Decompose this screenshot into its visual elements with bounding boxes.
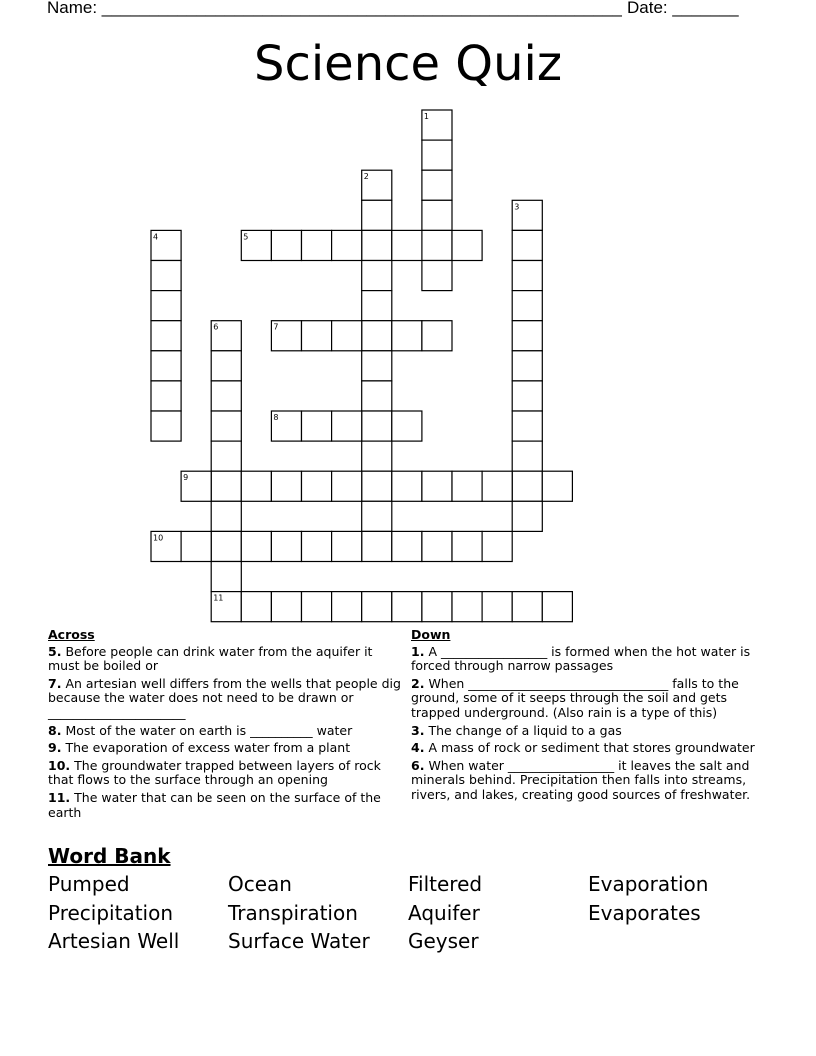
clue-text: Before people can drink water from the aquifer it must be boiled or	[48, 643, 373, 674]
grid-cell[interactable]	[422, 200, 452, 230]
grid-cell[interactable]	[512, 261, 542, 291]
word-bank-item: Evaporates	[588, 901, 701, 925]
grid-cell[interactable]	[392, 230, 422, 260]
clue-number: 3.	[411, 722, 425, 738]
grid-cell[interactable]	[512, 441, 542, 471]
word-bank-item: Filtered	[408, 872, 483, 896]
cell-number: 2	[363, 172, 369, 182]
name-line[interactable]: Name: _______________________________________________________	[47, 0, 622, 17]
cell-number: 3	[514, 202, 520, 212]
grid-cell[interactable]	[362, 531, 392, 561]
grid-cell[interactable]	[512, 471, 542, 501]
grid-cell[interactable]	[422, 261, 452, 291]
clue-down-2	[411, 677, 771, 721]
word-bank-title: Word Bank	[48, 844, 171, 868]
grid-cell[interactable]	[332, 321, 362, 351]
down-heading: Down	[411, 627, 451, 642]
grid-cell[interactable]	[302, 321, 332, 351]
clue-text: The water that can be seen on the surface of the earth	[48, 789, 381, 820]
clue-number: 9.	[48, 740, 62, 756]
grid-cell[interactable]	[392, 321, 422, 351]
clue-text: When water _________________ it leaves the salt and minerals behind. Precipitation then falls into streams, rivers, and lakes, creating good sources of freshwater.	[411, 757, 751, 802]
grid-cell[interactable]	[362, 291, 392, 321]
grid-cell[interactable]	[332, 411, 362, 441]
clue-number: 4.	[411, 740, 425, 756]
date-line[interactable]: Date: _______	[627, 0, 739, 17]
page-title: Science Quiz	[253, 36, 563, 92]
grid-cell[interactable]	[362, 441, 392, 471]
clue-text: A mass of rock or sediment that stores groundwater	[428, 740, 755, 756]
word-bank-item: Transpiration	[228, 901, 358, 925]
grid-cell[interactable]	[271, 230, 301, 260]
cell-number: 4	[153, 232, 159, 242]
clue-down-1	[411, 645, 771, 674]
grid-cell[interactable]	[332, 471, 362, 501]
clue-down-3	[411, 724, 771, 739]
grid-cell[interactable]	[452, 531, 482, 561]
grid-cell[interactable]	[452, 471, 482, 501]
cell-number: 6	[213, 322, 219, 332]
grid-cell[interactable]	[422, 592, 452, 622]
cell-number: 10	[153, 533, 164, 543]
grid-cell[interactable]	[211, 531, 241, 561]
grid-cell[interactable]	[151, 351, 181, 381]
grid-cell[interactable]	[271, 592, 301, 622]
clue-across-5	[48, 645, 406, 674]
grid-cell[interactable]	[362, 592, 392, 622]
grid-cell[interactable]	[422, 170, 452, 200]
cell-number: 1	[423, 112, 429, 121]
grid-cell[interactable]	[332, 531, 362, 561]
word-bank-item: Aquifer	[408, 901, 480, 925]
word-bank-item: Surface Water	[228, 929, 370, 953]
grid-cell[interactable]	[392, 471, 422, 501]
clue-across-7	[48, 677, 406, 721]
clue-across-10	[48, 759, 406, 788]
grid-cell[interactable]	[151, 411, 181, 441]
grid-cell[interactable]	[241, 531, 271, 561]
grid-cell[interactable]	[512, 291, 542, 321]
grid-cell[interactable]	[211, 501, 241, 531]
grid-cell[interactable]	[512, 411, 542, 441]
clue-text: An artesian well differs from the wells that people dig because the water does not need to be drawn or ______________________	[48, 675, 401, 720]
grid-cell[interactable]	[241, 592, 271, 622]
clue-number: 10.	[48, 757, 71, 773]
grid-cell[interactable]	[512, 321, 542, 351]
cell-number: 7	[273, 322, 279, 332]
grid-cell[interactable]	[512, 351, 542, 381]
grid-cell[interactable]	[302, 592, 332, 622]
cell-number: 9	[183, 473, 189, 483]
grid-cell[interactable]	[422, 531, 452, 561]
clue-down-6	[411, 759, 771, 803]
grid-cell[interactable]	[422, 230, 452, 260]
grid-cell[interactable]	[211, 441, 241, 471]
grid-cell[interactable]	[332, 592, 362, 622]
grid-cell[interactable]	[422, 321, 452, 351]
clue-number: 2.	[411, 675, 425, 691]
word-bank-item: Ocean	[228, 872, 292, 896]
grid-cell[interactable]	[302, 230, 332, 260]
word-bank-item: Geyser	[408, 929, 479, 953]
cell-number: 8	[273, 413, 279, 422]
grid-cell[interactable]	[151, 381, 181, 411]
grid-cell[interactable]	[151, 291, 181, 321]
grid-cell[interactable]	[512, 381, 542, 411]
clue-number: 5.	[48, 643, 62, 659]
clue-number: 1.	[411, 643, 425, 659]
grid-cell[interactable]	[542, 471, 572, 501]
grid-cell[interactable]	[452, 592, 482, 622]
grid-cell[interactable]	[512, 592, 542, 622]
grid-cell[interactable]	[211, 562, 241, 592]
grid-cell[interactable]	[362, 200, 392, 230]
clue-number: 11.	[48, 789, 71, 805]
word-bank-item: Precipitation	[48, 901, 174, 925]
cell-number: 5	[243, 232, 249, 242]
grid-cell[interactable]	[332, 230, 362, 260]
grid-cell[interactable]	[211, 381, 241, 411]
clue-text: The evaporation of excess water from a plant	[65, 740, 351, 756]
grid-cell[interactable]	[362, 471, 392, 501]
grid-cell[interactable]	[392, 531, 422, 561]
grid-cell[interactable]	[181, 531, 211, 561]
clue-text: When ________________________________ falls to the ground, some of it seeps through the soil and gets trapped underground. (Also rain is a type of this)	[411, 675, 739, 720]
grid-cell[interactable]	[542, 592, 572, 622]
grid-cell[interactable]	[392, 592, 422, 622]
grid-cell[interactable]	[362, 501, 392, 531]
clue-across-8	[48, 724, 406, 739]
grid-cell[interactable]	[362, 261, 392, 291]
clue-text: A _________________ is formed when the hot water is forced through narrow passages	[411, 643, 751, 674]
grid-cell[interactable]	[151, 261, 181, 291]
word-bank-item: Evaporation	[588, 872, 709, 896]
grid-cell[interactable]	[512, 230, 542, 260]
clue-number: 7.	[48, 675, 62, 691]
grid-cell[interactable]	[362, 230, 392, 260]
grid-cell[interactable]	[422, 140, 452, 170]
cell-number: 11	[213, 593, 224, 603]
word-bank-item: Pumped	[48, 872, 130, 896]
across-clues	[48, 628, 406, 823]
clue-text: The groundwater trapped between layers of rock that flows to the surface through an opening	[48, 757, 381, 788]
grid-cell[interactable]	[302, 411, 332, 441]
clue-down-4	[411, 741, 771, 756]
grid-cell[interactable]	[362, 321, 392, 351]
grid-cell[interactable]	[241, 471, 271, 501]
grid-cell[interactable]	[482, 531, 512, 561]
grid-cell[interactable]	[362, 351, 392, 381]
grid-cell[interactable]	[211, 411, 241, 441]
clue-text: The change of a liquid to a gas	[428, 722, 622, 738]
grid-cell[interactable]	[151, 321, 181, 351]
clue-across-9	[48, 741, 406, 756]
grid-cell[interactable]	[271, 471, 301, 501]
clue-number: 8.	[48, 722, 62, 738]
down-clues	[411, 628, 771, 806]
grid-cell[interactable]	[512, 501, 542, 531]
clue-text: Most of the water on earth is __________ water	[65, 722, 353, 738]
grid-cell[interactable]	[211, 351, 241, 381]
grid-cell[interactable]	[482, 592, 512, 622]
grid-cell[interactable]	[302, 471, 332, 501]
grid-cell[interactable]	[422, 471, 452, 501]
grid-cell[interactable]	[362, 381, 392, 411]
grid-cell[interactable]	[452, 230, 482, 260]
grid-cell[interactable]	[362, 411, 392, 441]
grid-cell[interactable]	[482, 471, 512, 501]
word-bank-item: Artesian Well	[48, 929, 180, 953]
clue-number: 6.	[411, 757, 425, 773]
grid-cell[interactable]	[211, 471, 241, 501]
clue-across-11	[48, 791, 406, 820]
across-heading: Across	[48, 627, 95, 642]
grid-cell[interactable]	[302, 531, 332, 561]
grid-cell[interactable]	[271, 531, 301, 561]
grid-cell[interactable]	[392, 411, 422, 441]
